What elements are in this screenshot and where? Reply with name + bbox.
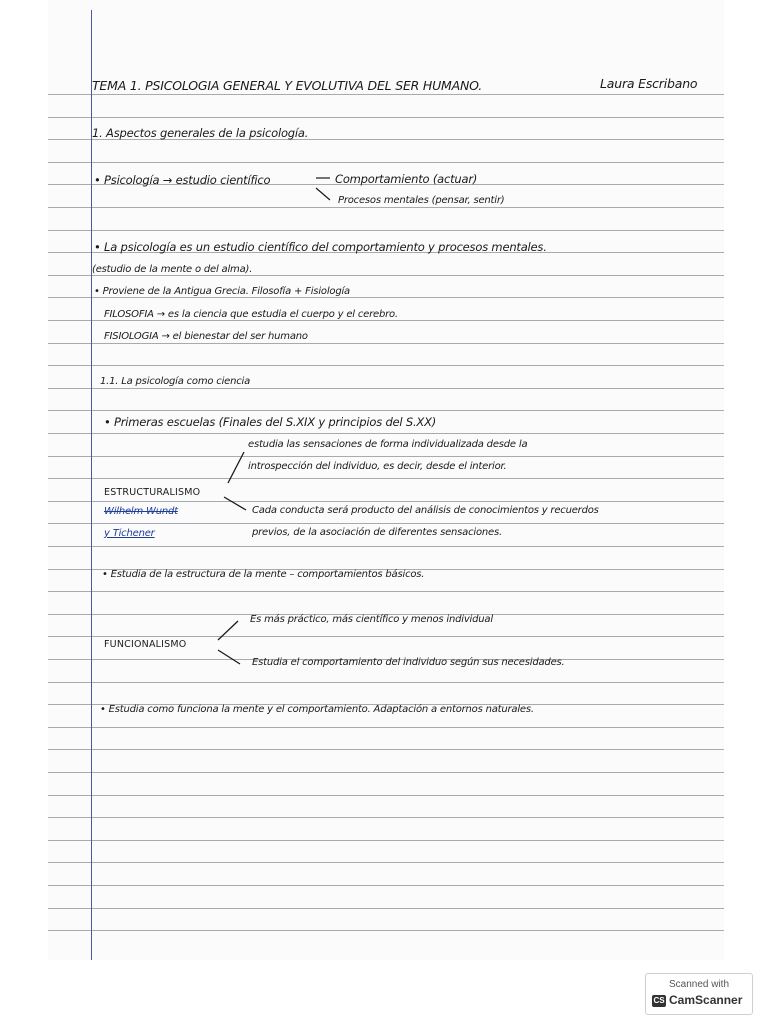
camscanner-logo-icon: CS (653, 996, 665, 1005)
funcionalismo-label: FUNCIONALISMO (104, 639, 187, 650)
psicologia-line: • Psicología → estudio científico (94, 173, 271, 187)
definition-line-2: (estudio de la mente o del alma). (92, 264, 253, 275)
section-1-1-heading: 1.1. La psicología como ciencia (100, 376, 251, 387)
estructuralismo-branch-1a: estudia las sensaciones de forma individualizada desde la (248, 439, 528, 450)
author-tichener: y Tichener (104, 528, 155, 539)
author-wundt: Wilhelm Wundt (104, 506, 178, 517)
estructuralismo-branch-2b: previos, de la asociación de diferentes sensaciones. (252, 527, 502, 538)
branch-comportamiento: Comportamiento (actuar) (335, 172, 478, 186)
badge-brand-name: CamScanner (669, 993, 743, 1007)
estructuralismo-label: ESTRUCTURALISMO (104, 487, 201, 498)
section-1-heading: 1. Aspectos generales de la psicología. (92, 126, 309, 140)
origin-line: • Proviene de la Antigua Grecia. Filosofía + Fisiología (94, 286, 350, 297)
first-schools-line: • Primeras escuelas (Finales del S.XIX y principios del S.XX) (104, 415, 437, 429)
camscanner-badge (645, 973, 753, 1015)
filosofia-line: FILOSOFIA → es la ciencia que estudia el cuerpo y el cerebro. (104, 309, 398, 320)
estructuralismo-summary: • Estudia de la estructura de la mente – comportamientos básicos. (102, 569, 425, 580)
funcionalismo-summary: • Estudia como funciona la mente y el comportamiento. Adaptación a entornos naturales. (100, 704, 534, 715)
badge-caption: Scanned with (668, 979, 730, 990)
page-title: TEMA 1. PSICOLOGIA GENERAL Y EVOLUTIVA DEL SER HUMANO. (92, 78, 483, 93)
branch-procesos-mentales: Procesos mentales (pensar, sentir) (338, 195, 505, 206)
estructuralismo-branch-1b: introspección del individuo, es decir, desde el interior. (248, 461, 507, 472)
estructuralismo-branch-2a: Cada conducta será producto del análisis de conocimientos y recuerdos (252, 505, 599, 516)
definition-line-1: • La psicología es un estudio científico del comportamiento y procesos mentales. (94, 240, 547, 254)
fisiologia-line: FISIOLOGIA → el bienestar del ser humano (104, 331, 308, 342)
author-signature: Laura Escribano (600, 76, 698, 91)
funcionalismo-branch-2: Estudia el comportamiento del individuo según sus necesidades. (252, 657, 565, 668)
funcionalismo-branch-1: Es más práctico, más científico y menos individual (250, 614, 493, 625)
